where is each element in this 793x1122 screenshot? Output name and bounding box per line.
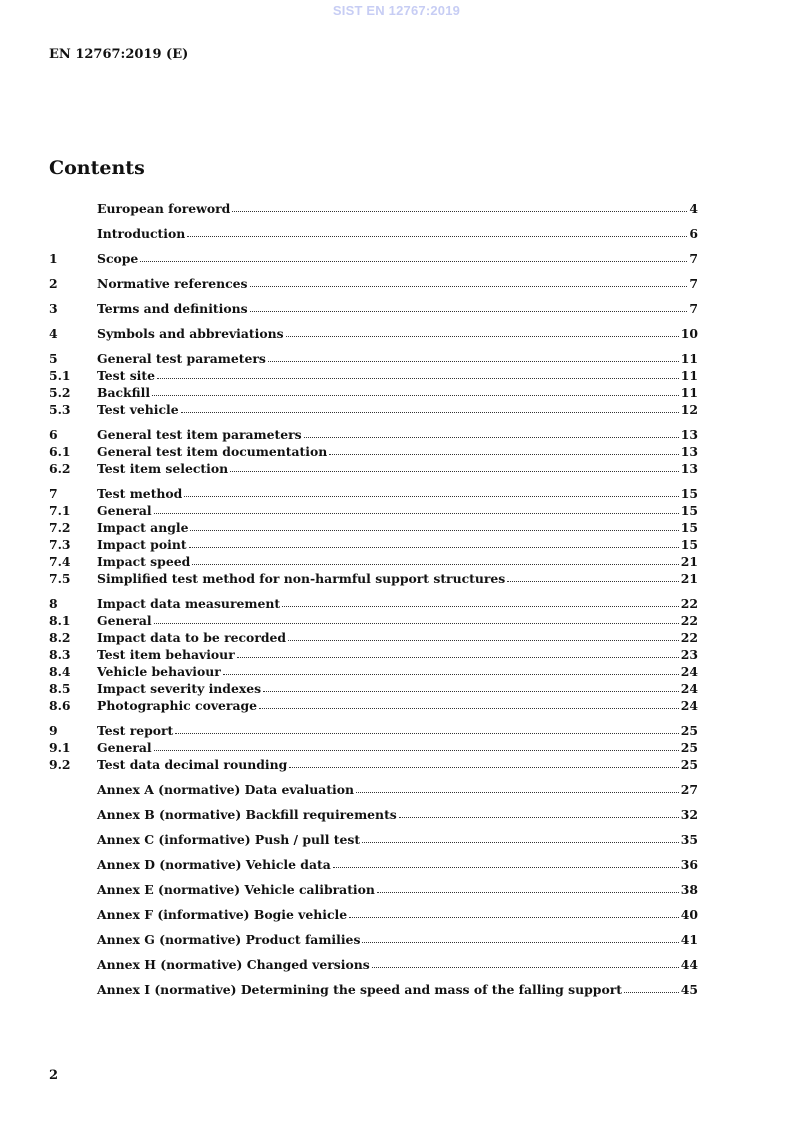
toc-entry[interactable]	[49, 536, 698, 553]
toc-entry-page: 38	[680, 882, 698, 897]
toc-dot-leader	[286, 326, 679, 337]
toc-dot-leader	[250, 301, 688, 312]
toc-entry[interactable]	[49, 485, 698, 502]
toc-dot-leader	[399, 807, 679, 818]
toc-entry-title: Simplified test method for non-harmful support structures	[97, 571, 506, 586]
toc-dot-leader	[333, 857, 679, 868]
toc-dot-leader	[232, 201, 687, 212]
toc-entry-title: General test parameters	[97, 351, 266, 366]
toc-entry-page: 15	[680, 520, 698, 535]
toc-entry-title: General	[97, 740, 152, 755]
toc-dot-leader	[304, 427, 679, 438]
toc-entry-page: 15	[680, 537, 698, 552]
toc-dot-leader	[237, 647, 679, 658]
toc-group	[49, 856, 698, 873]
toc-entry[interactable]	[49, 300, 698, 317]
toc-group	[49, 250, 698, 267]
toc-dot-leader	[184, 486, 678, 497]
toc-group	[49, 275, 698, 292]
toc-dot-leader	[507, 571, 679, 582]
toc-entry-number: 1	[49, 251, 58, 266]
toc-entry-number: 7.5	[49, 571, 71, 586]
toc-dot-leader	[140, 251, 687, 262]
toc-entry-page: 24	[680, 698, 698, 713]
toc-group	[49, 722, 698, 773]
toc-entry[interactable]	[49, 781, 698, 798]
toc-group	[49, 325, 698, 342]
toc-group	[49, 225, 698, 242]
toc-entry-page: 11	[680, 368, 698, 383]
toc-entry-page: 23	[680, 647, 698, 662]
toc-entry-page: 10	[680, 326, 698, 341]
toc-entry-page: 45	[680, 982, 698, 997]
toc-dot-leader	[282, 596, 679, 607]
toc-dot-leader	[157, 368, 679, 379]
toc-group	[49, 426, 698, 477]
toc-entry-title: Introduction	[97, 226, 186, 241]
document-id: EN 12767:2019 (E)	[49, 47, 189, 62]
table-of-contents	[49, 200, 698, 1006]
toc-entry-page: 27	[680, 782, 698, 797]
toc-dot-leader	[268, 351, 679, 362]
toc-entry[interactable]	[49, 881, 698, 898]
toc-entry-title: General test item parameters	[97, 427, 302, 442]
toc-entry-title: Test method	[97, 486, 183, 501]
toc-entry-page: 22	[680, 613, 698, 628]
toc-entry[interactable]	[49, 663, 698, 680]
toc-entry-title: Annex E (normative) Vehicle calibration	[97, 882, 375, 897]
toc-entry[interactable]	[49, 806, 698, 823]
toc-entry-number: 5.2	[49, 385, 71, 400]
page-number: 2	[49, 1068, 59, 1083]
toc-entry-number: 3	[49, 301, 58, 316]
toc-entry-title: Impact angle	[97, 520, 189, 535]
toc-entry[interactable]	[49, 931, 698, 948]
toc-group	[49, 485, 698, 587]
toc-entry[interactable]	[49, 250, 698, 267]
toc-entry-title: Annex C (informative) Push / pull test	[97, 832, 361, 847]
toc-entry[interactable]	[49, 460, 698, 477]
toc-dot-leader	[223, 664, 679, 675]
toc-group	[49, 931, 698, 948]
toc-entry-page: 41	[680, 932, 698, 947]
contents-heading: Contents	[49, 157, 145, 179]
toc-entry-page: 21	[680, 554, 698, 569]
toc-entry-page: 15	[680, 486, 698, 501]
toc-entry-page: 36	[680, 857, 698, 872]
toc-entry[interactable]	[49, 443, 698, 460]
toc-group	[49, 981, 698, 998]
toc-entry-title: Test data decimal rounding	[97, 757, 288, 772]
toc-dot-leader	[377, 882, 679, 893]
toc-dot-leader	[288, 630, 679, 641]
toc-entry-number: 8	[49, 596, 58, 611]
toc-entry[interactable]	[49, 384, 698, 401]
toc-entry-page: 12	[680, 402, 698, 417]
toc-entry-title: Scope	[97, 251, 139, 266]
toc-entry-page: 32	[680, 807, 698, 822]
toc-entry-number: 7.3	[49, 537, 71, 552]
toc-entry-number: 8.6	[49, 698, 71, 713]
toc-entry-title: Photographic coverage	[97, 698, 258, 713]
toc-entry-number: 2	[49, 276, 58, 291]
toc-entry-number: 6.1	[49, 444, 71, 459]
toc-entry-title: Annex D (normative) Vehicle data	[97, 857, 331, 872]
toc-entry[interactable]	[49, 981, 698, 998]
toc-dot-leader	[289, 757, 678, 768]
toc-dot-leader	[190, 520, 678, 531]
toc-entry-page: 21	[680, 571, 698, 586]
toc-entry-page: 11	[680, 385, 698, 400]
toc-entry-title: Annex B (normative) Backfill requirements	[97, 807, 397, 822]
toc-entry-number: 6	[49, 427, 58, 442]
toc-entry-page: 4	[689, 201, 698, 216]
toc-entry-number: 8.3	[49, 647, 71, 662]
toc-entry-page: 35	[680, 832, 698, 847]
toc-entry-number: 8.2	[49, 630, 71, 645]
toc-entry-title: European foreword	[97, 201, 231, 216]
toc-entry-title: Test report	[97, 723, 174, 738]
toc-entry[interactable]	[49, 612, 698, 629]
toc-entry[interactable]	[49, 722, 698, 739]
toc-group	[49, 200, 698, 217]
toc-dot-leader	[189, 537, 679, 548]
toc-dot-leader	[187, 226, 687, 237]
toc-entry[interactable]	[49, 350, 698, 367]
toc-entry[interactable]	[49, 956, 698, 973]
toc-group	[49, 831, 698, 848]
toc-entry[interactable]	[49, 595, 698, 612]
toc-entry-page: 22	[680, 630, 698, 645]
toc-entry[interactable]	[49, 756, 698, 773]
toc-group	[49, 881, 698, 898]
toc-entry-title: Annex G (normative) Product families	[97, 932, 361, 947]
toc-dot-leader	[349, 907, 679, 918]
toc-entry-page: 7	[689, 301, 698, 316]
toc-entry-number: 7.2	[49, 520, 71, 535]
toc-entry-title: Impact severity indexes	[97, 681, 262, 696]
toc-entry-page: 13	[680, 461, 698, 476]
toc-dot-leader	[362, 932, 678, 943]
toc-entry-title: Annex F (informative) Bogie vehicle	[97, 907, 348, 922]
toc-entry-number: 7.1	[49, 503, 71, 518]
toc-entry-number: 5.1	[49, 368, 71, 383]
toc-entry-title: Symbols and abbreviations	[97, 326, 284, 341]
toc-dot-leader	[329, 444, 679, 455]
toc-entry-title: Impact data to be recorded	[97, 630, 287, 645]
toc-group	[49, 906, 698, 923]
toc-entry-page: 7	[689, 251, 698, 266]
toc-dot-leader	[624, 982, 679, 993]
toc-entry-title: General	[97, 613, 152, 628]
toc-entry-number: 8.1	[49, 613, 71, 628]
toc-entry-page: 22	[680, 596, 698, 611]
toc-entry[interactable]	[49, 502, 698, 519]
toc-dot-leader	[154, 740, 679, 751]
toc-entry[interactable]	[49, 325, 698, 342]
toc-entry-title: Terms and definitions	[97, 301, 248, 316]
toc-entry-number: 9.2	[49, 757, 71, 772]
toc-entry-number: 9.1	[49, 740, 71, 755]
toc-entry[interactable]	[49, 697, 698, 714]
toc-entry-number: 8.4	[49, 664, 71, 679]
toc-entry[interactable]	[49, 739, 698, 756]
toc-entry[interactable]	[49, 367, 698, 384]
toc-entry-page: 24	[680, 664, 698, 679]
toc-dot-leader	[372, 957, 679, 968]
toc-entry[interactable]	[49, 225, 698, 242]
toc-entry-title: Impact point	[97, 537, 187, 552]
toc-entry-page: 13	[680, 427, 698, 442]
toc-group	[49, 781, 698, 798]
toc-entry[interactable]	[49, 856, 698, 873]
toc-entry-title: General test item documentation	[97, 444, 328, 459]
toc-entry-page: 13	[680, 444, 698, 459]
toc-entry-page: 7	[689, 276, 698, 291]
toc-entry-number: 5.3	[49, 402, 71, 417]
toc-entry-title: Test vehicle	[97, 402, 179, 417]
toc-dot-leader	[152, 385, 679, 396]
toc-dot-leader	[230, 461, 679, 472]
toc-dot-leader	[154, 503, 679, 514]
toc-entry-title: Annex A (normative) Data evaluation	[97, 782, 355, 797]
toc-entry[interactable]	[49, 200, 698, 217]
toc-entry-title: Impact data measurement	[97, 596, 281, 611]
toc-entry[interactable]	[49, 401, 698, 418]
toc-entry[interactable]	[49, 426, 698, 443]
toc-group	[49, 350, 698, 418]
toc-entry[interactable]	[49, 906, 698, 923]
toc-entry-page: 25	[680, 740, 698, 755]
toc-entry-number: 4	[49, 326, 58, 341]
toc-dot-leader	[259, 698, 679, 709]
toc-entry[interactable]	[49, 275, 698, 292]
toc-dot-leader	[192, 554, 678, 565]
toc-entry[interactable]	[49, 553, 698, 570]
toc-entry-title: Impact speed	[97, 554, 191, 569]
toc-dot-leader	[154, 613, 679, 624]
toc-entry-page: 25	[680, 757, 698, 772]
toc-entry[interactable]	[49, 570, 698, 587]
toc-group	[49, 300, 698, 317]
toc-entry-title: Annex H (normative) Changed versions	[97, 957, 370, 972]
toc-dot-leader	[175, 723, 678, 734]
toc-entry-page: 15	[680, 503, 698, 518]
toc-dot-leader	[250, 276, 688, 287]
toc-dot-leader	[356, 782, 679, 793]
toc-entry[interactable]	[49, 680, 698, 697]
toc-entry[interactable]	[49, 519, 698, 536]
toc-entry-title: Annex I (normative) Determining the speed and mass of the falling support	[97, 982, 622, 997]
toc-entry-page: 25	[680, 723, 698, 738]
toc-entry-page: 24	[680, 681, 698, 696]
toc-entry-number: 5	[49, 351, 58, 366]
toc-entry-page: 44	[680, 957, 698, 972]
toc-entry-page: 11	[680, 351, 698, 366]
toc-dot-leader	[263, 681, 679, 692]
toc-dot-leader	[181, 402, 679, 413]
toc-entry[interactable]	[49, 831, 698, 848]
toc-entry-number: 7	[49, 486, 58, 501]
toc-group	[49, 806, 698, 823]
toc-dot-leader	[362, 832, 679, 843]
toc-group	[49, 595, 698, 714]
toc-entry[interactable]	[49, 629, 698, 646]
toc-entry-title: Test item selection	[97, 461, 229, 476]
toc-entry-page: 40	[680, 907, 698, 922]
toc-entry-title: General	[97, 503, 152, 518]
toc-entry-page: 6	[689, 226, 698, 241]
watermark-text: SIST EN 12767:2019	[332, 3, 461, 18]
toc-entry-title: Normative references	[97, 276, 248, 291]
toc-entry-title: Vehicle behaviour	[97, 664, 221, 679]
toc-entry-title: Test item behaviour	[97, 647, 235, 662]
toc-entry-title: Test site	[97, 368, 155, 383]
toc-entry-number: 9	[49, 723, 58, 738]
toc-group	[49, 956, 698, 973]
toc-entry-title: Backfill	[97, 385, 151, 400]
toc-entry-number: 6.2	[49, 461, 71, 476]
toc-entry-number: 7.4	[49, 554, 71, 569]
toc-entry-number: 8.5	[49, 681, 71, 696]
toc-entry[interactable]	[49, 646, 698, 663]
